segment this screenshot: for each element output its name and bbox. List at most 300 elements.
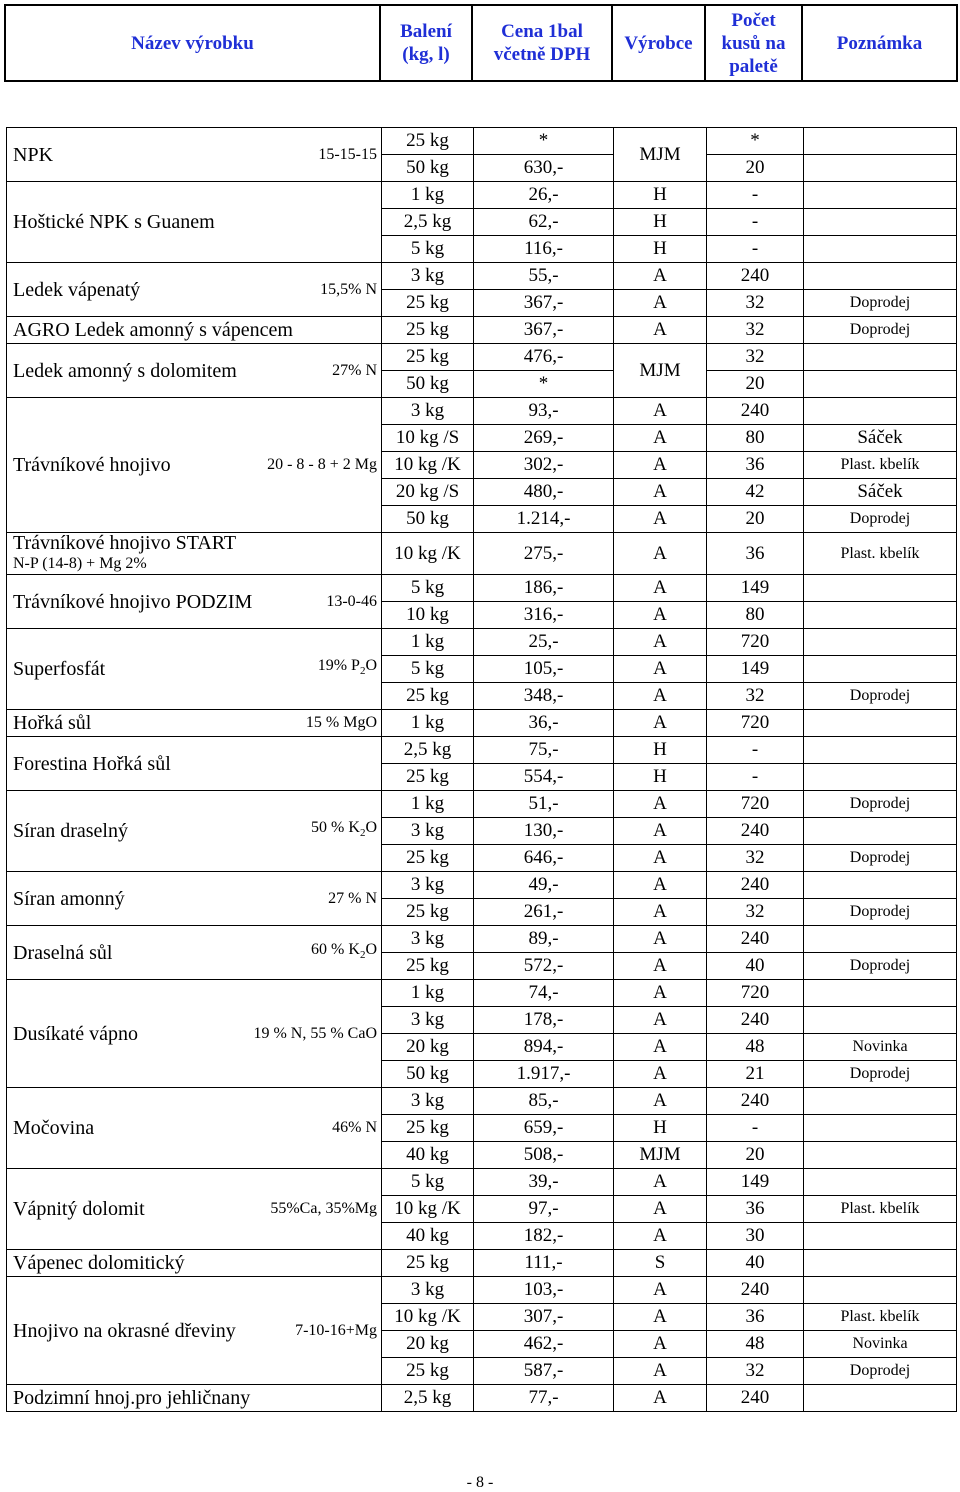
pallet-count-cell: 149 xyxy=(707,575,804,602)
note-cell xyxy=(804,1142,957,1169)
table-row xyxy=(7,1169,957,1196)
pallet-count-cell: - xyxy=(707,764,804,791)
maker-cell: A xyxy=(614,1277,707,1304)
package-cell: 50 kg xyxy=(382,371,474,398)
pallet-count-cell: 720 xyxy=(707,629,804,656)
table-row xyxy=(7,1385,957,1412)
product-name-cell xyxy=(7,1250,382,1277)
price-cell: 25,- xyxy=(474,629,614,656)
package-cell: 25 kg xyxy=(382,290,474,317)
product-name: Trávníkové hnojivo xyxy=(13,454,171,476)
maker-cell: A xyxy=(614,398,707,425)
price-cell: 51,- xyxy=(474,791,614,818)
product-name-cell xyxy=(7,398,382,533)
package-cell: 10 kg xyxy=(382,602,474,629)
price-cell: 316,- xyxy=(474,602,614,629)
maker-cell: A xyxy=(614,602,707,629)
pallet-count-cell: 36 xyxy=(707,1304,804,1331)
price-cell: 26,- xyxy=(474,182,614,209)
product-name-cell xyxy=(7,263,382,317)
pallet-count-cell: 720 xyxy=(707,791,804,818)
price-cell: * xyxy=(474,371,614,398)
package-cell: 3 kg xyxy=(382,872,474,899)
price-cell: * xyxy=(474,128,614,155)
note-cell: Novinka xyxy=(804,1034,957,1061)
maker-cell: A xyxy=(614,953,707,980)
price-cell: 348,- xyxy=(474,683,614,710)
package-cell: 2,5 kg xyxy=(382,1385,474,1412)
product-name: Síran amonný xyxy=(13,887,125,910)
price-cell: 367,- xyxy=(474,290,614,317)
table-row xyxy=(7,533,957,575)
pallet-count-cell: 720 xyxy=(707,980,804,1007)
header-product-name: Název výrobku xyxy=(5,5,380,81)
price-cell: 89,- xyxy=(474,926,614,953)
product-composition: 27% N xyxy=(332,361,377,379)
pallet-count-cell: 40 xyxy=(707,953,804,980)
pallet-count-cell: 40 xyxy=(707,1250,804,1277)
product-name-cell xyxy=(7,1385,382,1412)
price-cell: 572,- xyxy=(474,953,614,980)
package-cell: 5 kg xyxy=(382,656,474,683)
pallet-count-cell: 20 xyxy=(707,371,804,398)
pallet-count-cell: - xyxy=(707,236,804,263)
note-cell: Doprodej xyxy=(804,899,957,926)
pallet-count-cell: 720 xyxy=(707,710,804,737)
note-cell xyxy=(804,1007,957,1034)
note-cell xyxy=(804,209,957,236)
pallet-count-cell: 32 xyxy=(707,683,804,710)
product-name: Hnojivo na okrasné dřeviny xyxy=(13,1319,236,1342)
table-row xyxy=(7,872,957,899)
package-cell: 3 kg xyxy=(382,1088,474,1115)
product-composition: N-P (14-8) + Mg 2% xyxy=(13,555,147,572)
header-pallet-count: Počet kusů na paletě xyxy=(705,5,802,81)
maker-cell: H xyxy=(614,209,707,236)
product-name: Vápenec dolomitický xyxy=(13,1252,185,1274)
pallet-count-cell: 20 xyxy=(707,1142,804,1169)
product-name-cell xyxy=(7,1088,382,1169)
price-cell: 302,- xyxy=(474,452,614,479)
package-cell: 5 kg xyxy=(382,236,474,263)
product-name-cell xyxy=(7,182,382,263)
maker-cell: A xyxy=(614,899,707,926)
price-cell: 85,- xyxy=(474,1088,614,1115)
note-cell xyxy=(804,1088,957,1115)
maker-cell: A xyxy=(614,533,707,575)
pallet-count-cell: 20 xyxy=(707,155,804,182)
product-name-cell xyxy=(7,629,382,710)
product-composition: 20 - 8 - 8 + 2 Mg xyxy=(267,456,377,473)
maker-cell: A xyxy=(614,791,707,818)
maker-cell: A xyxy=(614,872,707,899)
package-cell: 1 kg xyxy=(382,710,474,737)
note-cell xyxy=(804,398,957,425)
table-row xyxy=(7,344,957,371)
pallet-count-cell: * xyxy=(707,128,804,155)
price-cell: 39,- xyxy=(474,1169,614,1196)
maker-cell: A xyxy=(614,629,707,656)
package-cell: 3 kg xyxy=(382,1277,474,1304)
maker-cell: A xyxy=(614,1007,707,1034)
maker-cell: A xyxy=(614,290,707,317)
price-cell: 646,- xyxy=(474,845,614,872)
product-name-cell xyxy=(7,1277,382,1385)
note-cell: Doprodej xyxy=(804,1061,957,1088)
note-cell xyxy=(804,629,957,656)
price-cell: 1.917,- xyxy=(474,1061,614,1088)
product-name-cell xyxy=(7,872,382,926)
product-name: NPK xyxy=(13,143,54,166)
package-cell: 20 kg xyxy=(382,1034,474,1061)
pallet-count-cell: 80 xyxy=(707,425,804,452)
product-composition: 15-15-15 xyxy=(318,145,377,163)
note-cell: Doprodej xyxy=(804,506,957,533)
package-cell: 25 kg xyxy=(382,953,474,980)
price-cell: 462,- xyxy=(474,1331,614,1358)
price-cell: 269,- xyxy=(474,425,614,452)
package-cell: 20 kg xyxy=(382,1331,474,1358)
maker-cell: MJM xyxy=(614,344,707,398)
price-cell: 480,- xyxy=(474,479,614,506)
note-cell xyxy=(804,980,957,1007)
pallet-count-cell: 240 xyxy=(707,1385,804,1412)
table-row xyxy=(7,980,957,1007)
pallet-count-cell: 42 xyxy=(707,479,804,506)
price-cell: 105,- xyxy=(474,656,614,683)
table-row xyxy=(7,128,957,155)
pallet-count-cell: 240 xyxy=(707,398,804,425)
note-cell xyxy=(804,1169,957,1196)
price-cell: 261,- xyxy=(474,899,614,926)
maker-cell: A xyxy=(614,980,707,1007)
pallet-count-cell: 32 xyxy=(707,1358,804,1385)
product-name-cell xyxy=(7,533,382,575)
price-list-table xyxy=(6,127,957,1412)
header-package: Balení (kg, l) xyxy=(380,5,472,81)
maker-cell: A xyxy=(614,926,707,953)
maker-cell: A xyxy=(614,506,707,533)
maker-cell: H xyxy=(614,764,707,791)
maker-cell: A xyxy=(614,656,707,683)
pallet-count-cell: 240 xyxy=(707,872,804,899)
maker-cell: H xyxy=(614,737,707,764)
header-note: Poznámka xyxy=(802,5,957,81)
price-cell: 93,- xyxy=(474,398,614,425)
maker-cell: A xyxy=(614,1304,707,1331)
pallet-count-cell: 32 xyxy=(707,899,804,926)
pallet-count-cell: 21 xyxy=(707,1061,804,1088)
package-cell: 10 kg /K xyxy=(382,1196,474,1223)
package-cell: 1 kg xyxy=(382,629,474,656)
maker-cell: A xyxy=(614,452,707,479)
price-cell: 186,- xyxy=(474,575,614,602)
pallet-count-cell: 240 xyxy=(707,926,804,953)
maker-cell: MJM xyxy=(614,128,707,182)
product-name: Močovina xyxy=(13,1117,95,1139)
price-cell: 182,- xyxy=(474,1223,614,1250)
price-cell: 659,- xyxy=(474,1115,614,1142)
note-cell xyxy=(804,1250,957,1277)
product-name: Hoštické NPK s Guanem xyxy=(13,211,215,233)
package-cell: 25 kg xyxy=(382,683,474,710)
table-row xyxy=(7,1250,957,1277)
maker-cell: MJM xyxy=(614,1142,707,1169)
package-cell: 25 kg xyxy=(382,1358,474,1385)
product-composition: 15 % MgO xyxy=(305,714,377,731)
maker-cell: A xyxy=(614,710,707,737)
note-cell xyxy=(804,575,957,602)
note-cell xyxy=(804,1223,957,1250)
note-cell: Doprodej xyxy=(804,290,957,317)
product-composition: 7-10-16+Mg xyxy=(295,1321,377,1339)
note-cell xyxy=(804,710,957,737)
package-cell: 50 kg xyxy=(382,155,474,182)
note-cell xyxy=(804,182,957,209)
maker-cell: H xyxy=(614,236,707,263)
maker-cell: A xyxy=(614,845,707,872)
package-cell: 3 kg xyxy=(382,263,474,290)
price-cell: 62,- xyxy=(474,209,614,236)
price-cell: 894,- xyxy=(474,1034,614,1061)
price-cell: 103,- xyxy=(474,1277,614,1304)
package-cell: 3 kg xyxy=(382,926,474,953)
package-cell: 25 kg xyxy=(382,128,474,155)
maker-cell: A xyxy=(614,1169,707,1196)
note-cell xyxy=(804,128,957,155)
product-composition: 55%Ca, 35%Mg xyxy=(270,1200,377,1217)
product-name: AGRO Ledek amonný s vápencem xyxy=(13,319,293,341)
note-cell: Plast. kbelík xyxy=(804,533,957,575)
product-name: Podzimní hnoj.pro jehličnany xyxy=(13,1387,251,1409)
package-cell: 3 kg xyxy=(382,818,474,845)
product-composition: 60 % $K_2O$ xyxy=(311,940,377,962)
product-name-cell xyxy=(7,980,382,1088)
price-cell: 116,- xyxy=(474,236,614,263)
pallet-count-cell: 240 xyxy=(707,1007,804,1034)
table-row xyxy=(7,737,957,764)
package-cell: 25 kg xyxy=(382,845,474,872)
package-cell: 10 kg /K xyxy=(382,452,474,479)
product-name-cell xyxy=(7,710,382,737)
price-cell: 1.214,- xyxy=(474,506,614,533)
pallet-count-cell: 48 xyxy=(707,1034,804,1061)
note-cell: Plast. kbelík xyxy=(804,452,957,479)
product-composition: 19% $P_2O$ xyxy=(317,657,377,678)
maker-cell: A xyxy=(614,1196,707,1223)
pallet-count-cell: 149 xyxy=(707,656,804,683)
product-name: Trávníkové hnojivo START xyxy=(13,532,237,554)
table-row xyxy=(7,926,957,953)
note-cell xyxy=(804,236,957,263)
note-cell xyxy=(804,926,957,953)
maker-cell: A xyxy=(614,575,707,602)
package-cell: 25 kg xyxy=(382,764,474,791)
package-cell: 5 kg xyxy=(382,575,474,602)
pallet-count-cell: 36 xyxy=(707,1196,804,1223)
product-composition: 27 % N xyxy=(328,889,377,907)
note-cell: Sáček xyxy=(804,479,957,506)
maker-cell: A xyxy=(614,1223,707,1250)
price-cell: 275,- xyxy=(474,533,614,575)
note-cell xyxy=(804,764,957,791)
table-row xyxy=(7,182,957,209)
package-cell: 25 kg xyxy=(382,344,474,371)
table-row xyxy=(7,263,957,290)
product-name: Superfosfát xyxy=(13,658,106,680)
package-cell: 20 kg /S xyxy=(382,479,474,506)
pallet-count-cell: 20 xyxy=(707,506,804,533)
maker-cell: A xyxy=(614,425,707,452)
page-number: - 8 - xyxy=(466,1474,494,1491)
maker-cell: A xyxy=(614,683,707,710)
price-cell: 178,- xyxy=(474,1007,614,1034)
product-name: Ledek vápenatý xyxy=(13,278,141,301)
maker-cell: A xyxy=(614,263,707,290)
note-cell xyxy=(804,818,957,845)
pallet-count-cell: 48 xyxy=(707,1331,804,1358)
note-cell: Plast. kbelík xyxy=(804,1304,957,1331)
product-name-cell xyxy=(7,926,382,980)
column-header-table xyxy=(4,4,958,82)
price-cell: 554,- xyxy=(474,764,614,791)
package-cell: 10 kg /K xyxy=(382,1304,474,1331)
maker-cell: A xyxy=(614,1331,707,1358)
note-cell xyxy=(804,656,957,683)
table-row xyxy=(7,317,957,344)
table-row xyxy=(7,710,957,737)
price-cell: 508,- xyxy=(474,1142,614,1169)
maker-cell: A xyxy=(614,818,707,845)
product-name: Draselná sůl xyxy=(13,941,113,964)
price-cell: 55,- xyxy=(474,263,614,290)
note-cell xyxy=(804,1385,957,1412)
note-cell xyxy=(804,1115,957,1142)
package-cell: 3 kg xyxy=(382,398,474,425)
maker-cell: A xyxy=(614,479,707,506)
maker-cell: H xyxy=(614,1115,707,1142)
note-cell xyxy=(804,602,957,629)
note-cell: Doprodej xyxy=(804,1358,957,1385)
product-name-cell xyxy=(7,317,382,344)
package-cell: 10 kg /S xyxy=(382,425,474,452)
package-cell: 5 kg xyxy=(382,1169,474,1196)
package-cell: 40 kg xyxy=(382,1142,474,1169)
price-cell: 476,- xyxy=(474,344,614,371)
pallet-count-cell: 30 xyxy=(707,1223,804,1250)
package-cell: 2,5 kg xyxy=(382,737,474,764)
price-cell: 587,- xyxy=(474,1358,614,1385)
product-name-cell xyxy=(7,791,382,872)
price-cell: 74,- xyxy=(474,980,614,1007)
package-cell: 50 kg xyxy=(382,1061,474,1088)
product-name-cell xyxy=(7,128,382,182)
package-cell: 1 kg xyxy=(382,980,474,1007)
note-cell: Novinka xyxy=(804,1331,957,1358)
note-cell: Sáček xyxy=(804,425,957,452)
note-cell: Plast. kbelík xyxy=(804,1196,957,1223)
pallet-count-cell: - xyxy=(707,1115,804,1142)
note-cell: Doprodej xyxy=(804,317,957,344)
note-cell xyxy=(804,371,957,398)
package-cell: 1 kg xyxy=(382,182,474,209)
header-price: Cena 1bal včetně DPH xyxy=(472,5,612,81)
header-maker: Výrobce xyxy=(612,5,705,81)
price-cell: 367,- xyxy=(474,317,614,344)
price-cell: 77,- xyxy=(474,1385,614,1412)
package-cell: 25 kg xyxy=(382,317,474,344)
note-cell xyxy=(804,1277,957,1304)
pallet-count-cell: 36 xyxy=(707,452,804,479)
note-cell xyxy=(804,344,957,371)
product-name: Hořká sůl xyxy=(13,712,92,734)
table-row xyxy=(7,575,957,602)
table-row xyxy=(7,1088,957,1115)
package-cell: 3 kg xyxy=(382,1007,474,1034)
table-row xyxy=(7,1277,957,1304)
note-cell xyxy=(804,263,957,290)
note-cell: Doprodej xyxy=(804,683,957,710)
pallet-count-cell: 32 xyxy=(707,845,804,872)
price-cell: 111,- xyxy=(474,1250,614,1277)
product-name: Síran draselný xyxy=(13,820,128,842)
table-row xyxy=(7,791,957,818)
note-cell xyxy=(804,872,957,899)
maker-cell: A xyxy=(614,317,707,344)
product-composition: 46% N xyxy=(332,1119,377,1136)
pallet-count-cell: 80 xyxy=(707,602,804,629)
product-name-cell xyxy=(7,737,382,791)
pallet-count-cell: - xyxy=(707,209,804,236)
product-name-cell xyxy=(7,575,382,629)
package-cell: 50 kg xyxy=(382,506,474,533)
price-cell: 36,- xyxy=(474,710,614,737)
product-name: Dusíkaté vápno xyxy=(13,1022,138,1045)
price-cell: 75,- xyxy=(474,737,614,764)
product-name: Vápnitý dolomit xyxy=(13,1198,145,1220)
table-row xyxy=(7,398,957,425)
product-composition: 13-0-46 xyxy=(326,592,377,610)
pallet-count-cell: 36 xyxy=(707,533,804,575)
product-composition: 15,5% N xyxy=(320,280,377,298)
pallet-count-cell: 32 xyxy=(707,290,804,317)
maker-cell: S xyxy=(614,1250,707,1277)
pallet-count-cell: 240 xyxy=(707,1088,804,1115)
maker-cell: A xyxy=(614,1358,707,1385)
maker-cell: A xyxy=(614,1034,707,1061)
package-cell: 25 kg xyxy=(382,1115,474,1142)
package-cell: 25 kg xyxy=(382,1250,474,1277)
pallet-count-cell: 149 xyxy=(707,1169,804,1196)
price-cell: 97,- xyxy=(474,1196,614,1223)
package-cell: 1 kg xyxy=(382,791,474,818)
package-cell: 25 kg xyxy=(382,899,474,926)
note-cell xyxy=(804,737,957,764)
price-cell: 630,- xyxy=(474,155,614,182)
package-cell: 10 kg /K xyxy=(382,533,474,575)
product-composition: 19 % N, 55 % CaO xyxy=(253,1024,377,1042)
pallet-count-cell: - xyxy=(707,182,804,209)
note-cell: Doprodej xyxy=(804,791,957,818)
pallet-count-cell: 32 xyxy=(707,344,804,371)
package-cell: 40 kg xyxy=(382,1223,474,1250)
pallet-count-cell: - xyxy=(707,737,804,764)
product-name: Forestina Hořká sůl xyxy=(13,752,171,775)
note-cell xyxy=(804,155,957,182)
product-composition: 50 % $K_2O$ xyxy=(311,819,377,840)
maker-cell: H xyxy=(614,182,707,209)
price-cell: 49,- xyxy=(474,872,614,899)
